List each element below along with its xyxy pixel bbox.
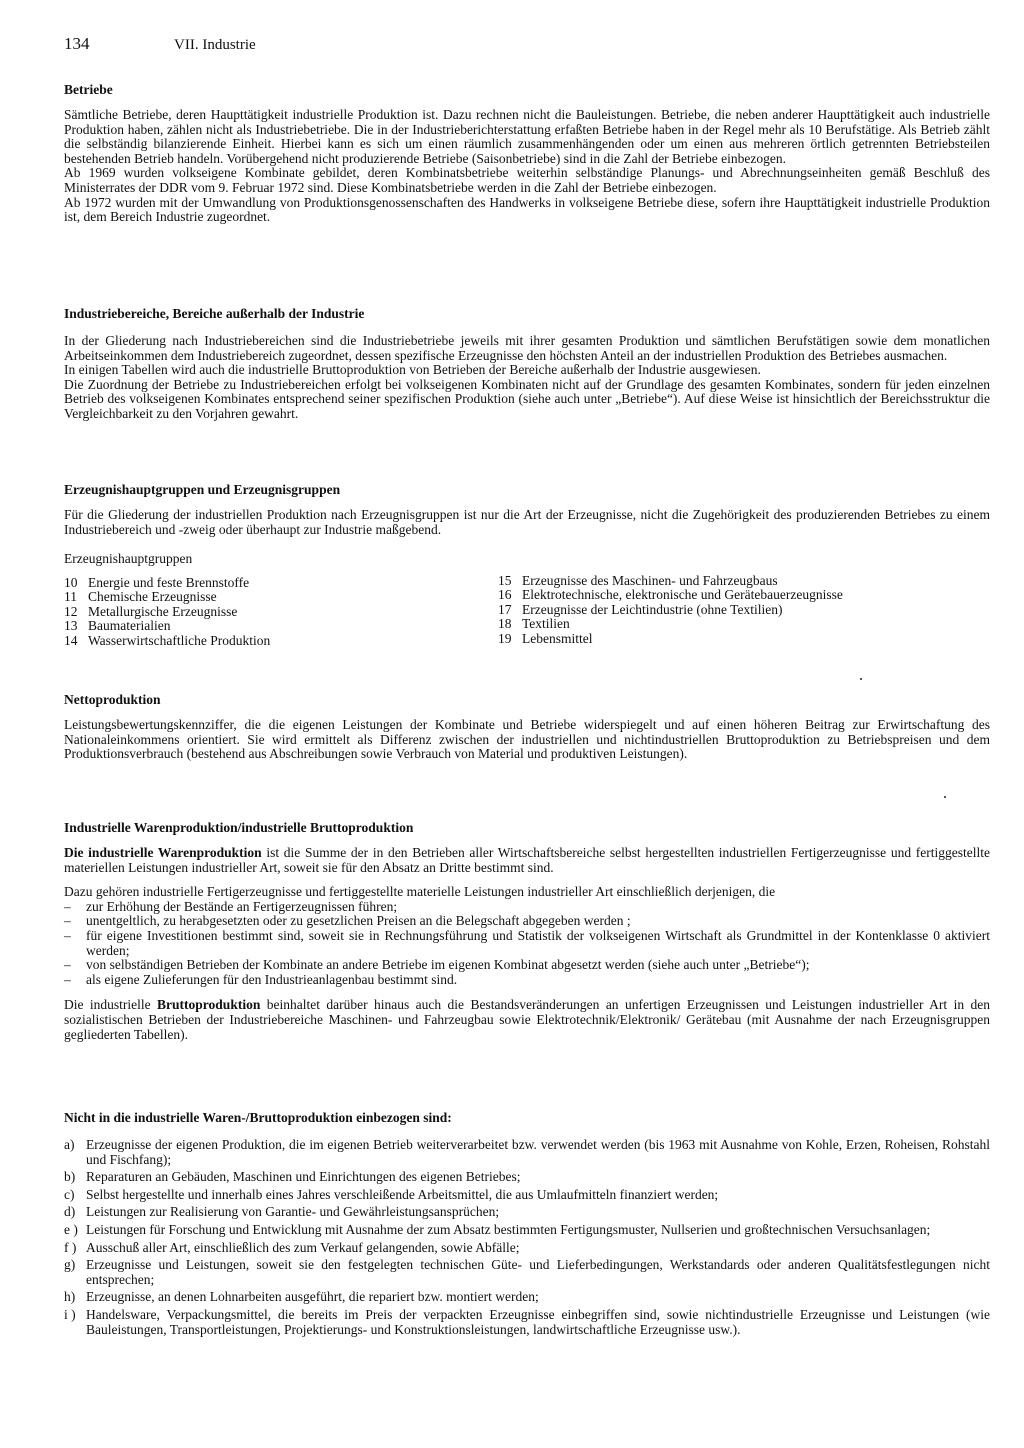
list-item: d) Leistungen zur Realisierung von Garantie- und Gewährleistungsansprüchen; [64, 1204, 500, 1220]
list-item: – als eigene Zulieferungen für den Industrieanlagenbau bestimmt sind. [64, 971, 458, 987]
paragraph: Dazu gehören industrielle Fertigerzeugnisse und fertiggestellte materielle Leistungen industrieller Art einschließlich derjenigen, die [64, 884, 776, 900]
list-item: 13 Baumaterialien [64, 618, 171, 634]
list-item: – unentgeltlich, zu herabgesetzten oder zu gesetzlichen Preisen an die Belegschaft abgegeben werden ; [64, 913, 631, 929]
list-item: 17 Erzeugnisse der Leichtindustrie (ohne Textilien) [498, 601, 783, 617]
section-erzeugnis [64, 482, 990, 537]
page-number: 134 [64, 34, 90, 53]
list-item: f ) Ausschuß aller Art, einschließlich des zum Verkauf gelangenden, sowie Abfälle; [64, 1239, 520, 1255]
paragraph: Die industrielle Bruttoproduktion beinhaltet darüber hinaus auch die Bestandsveränderungen an unfertigen Erzeugnissen und Leistungen industrieller Art in den sozialistischen Betrieben der Industriebereiche Maschinen- und Fahrzeugbau sowie Elektrotechnik/Elektronik/ Gerätebau (mit Ausnahme der nach Erzeugnisgruppen gegliederten Tabellen). [64, 997, 990, 1042]
section-heading: Nettoproduktion [64, 692, 161, 707]
section-betriebe [64, 82, 990, 225]
section-heading: Betriebe [64, 82, 113, 97]
section-netto [64, 692, 990, 762]
speck-mark [860, 678, 862, 680]
paragraph: Sämtliche Betriebe, deren Haupttätigkeit industrielle Produktion ist. Dazu rechnen nicht die Bauleistungen. Betriebe, die neben anderer Haupttätigkeit auch industrielle Produktion haben, zählen nicht als Industriebetriebe. Die in der Industrieberichterstattung erfaßten Betriebe haben in der Regel mehr als 10 Berufstätige. Als Betrieb zählt die selbständig bilanzierende Einheit. Hierbei kann es sich um einen räumlich zusammenhängenden oder um einen aus mehreren örtlich getrennten Betriebsteilen bestehenden Betrieb handeln. Vorübergehend nicht produzierende Betriebe (Saisonbetriebe) sind in die Zahl der Betriebe einbezogen. [64, 107, 990, 166]
list-item: 18 Textilien [498, 616, 570, 632]
list-item: 11 Chemische Erzeugnisse [64, 589, 217, 605]
paragraph: Ab 1969 wurden volkseigene Kombinate gebildet, deren Kombinatsbetriebe weiterhin selbständige Planungs- und Abrechnungseinheiten gemäß Beschluß des Ministerrates der DDR vom 9. Februar 1972 sind. Diese Kombinatsbetriebe werden in die Zahl der Betriebe einbezogen. [64, 165, 990, 195]
section-nicht-einbezogen [64, 1110, 990, 1340]
section-heading: Industrielle Warenproduktion/industrielle Bruttoproduktion [64, 820, 414, 835]
list-item: 16 Elektrotechnische, elektronische und Gerätebauerzeugnisse [498, 587, 843, 603]
list-item: g) Erzeugnisse und Leistungen, soweit sie den festgelegten technischen Güte- und Lieferbedingungen, Werkstandards oder anderen Qualitätsfestlegungen nicht entsprechen; [64, 1257, 990, 1287]
list-item: – von selbständigen Betrieben der Kombinate an andere Betriebe im eigenen Kombinat abgesetzt werden (siehe auch unter „Betriebe“); [64, 957, 810, 973]
list-item: h) Erzeugnisse, an denen Lohnarbeiten ausgeführt, die repariert bzw. montiert werden; [64, 1289, 539, 1305]
section-heading: Erzeugnishauptgruppen und Erzeugnisgruppen [64, 482, 341, 497]
paragraph: Für die Gliederung der industriellen Produktion nach Erzeugnisgruppen ist nur die Art der Erzeugnisse, nicht die Zugehörigkeit des produzierenden Betriebes zu einem Industriebereich und -zweig oder überhaupt zur Industrie maßgebend. [64, 507, 990, 537]
list-item: c) Selbst hergestellte und innerhalb eines Jahres verschleißende Arbeitsmittel, die aus Umlaufmitteln finanziert werden; [64, 1186, 719, 1202]
groups-right-column [498, 574, 988, 646]
subheading: Erzeugnishauptgruppen [64, 551, 193, 566]
list-item: 15 Erzeugnisse des Maschinen- und Fahrzeugbaus [498, 573, 778, 588]
list-item: 10 Energie und feste Brennstoffe [64, 575, 250, 590]
paragraph: Ab 1972 wurden mit der Umwandlung von Produktionsgenossenschaften des Handwerks in volkseigene Betriebe diese, sofern ihre Haupttätigkeit industrielle Produktion ist, dem Bereich Industrie zugeordnet. [64, 194, 990, 225]
list-item: a) Erzeugnisse der eigenen Produktion, die im eigenen Betrieb weiterverarbeitet bzw. verwendet werden (bis 1963 mit Ausnahme von Kohle, Erzen, Roheisen, Rohstahl und Fischfang); [64, 1137, 990, 1167]
paragraph: Leistungsbewertungskennziffer, die die eigenen Leistungen der Kombinate und Betriebe widerspiegelt und auf einen höheren Beitrag zur Erwirtschaftung des Nationaleinkommens orientiert. Sie wird ermittelt als Differenz zwischen der industriellen und nichtindustriellen Bruttoproduktion zu Betriebspreisen und dem Produktionsverbrauch (bestehend aus Abschreibungen sowie Verbrauch von Material und produktiven Leistungen). [64, 717, 990, 762]
speck-mark [944, 796, 946, 798]
paragraph: Die Zuordnung der Betriebe zu Industriebereichen erfolgt bei volkseigenen Kombinaten nicht auf der Grundlage des gesamten Kombinates, sondern für jeden einzelnen Betrieb des volkseigenen Kombinates entsprechend seiner spezifischen Produktion (siehe auch unter „Betriebe“). Auf diese Weise ist hinsichtlich der Bereichsstruktur die Vergleichbarkeit zu den Vorjahren gewahrt. [64, 376, 990, 421]
paragraph: Die industrielle Warenproduktion ist die Summe der in den Betrieben aller Wirtschaftsbereiche selbst hergestellten industriellen Fertigerzeugnisse und fertiggestellte materiellen Leistungen industrieller Art, soweit sie für den Absatz an Dritte bestimmt sind. [64, 845, 990, 875]
chapter-title: VII. Industrie [174, 37, 256, 53]
list-item: – für eigene Investitionen bestimmt sind, soweit sie in Rechnungsführung und Statistik der volkseigenen Wirtschaft als Grundmittel in der Kontenklasse 0 aktiviert werden; [64, 927, 990, 958]
section-bereiche [64, 306, 990, 422]
list-item: – zur Erhöhung der Bestände an Fertigerzeugnissen führen; [64, 898, 398, 914]
page-header [64, 34, 256, 54]
list-item: 14 Wasserwirtschaftliche Produktion [64, 632, 271, 648]
list-item: b) Reparaturen an Gebäuden, Maschinen und Einrichtungen des eigenen Betriebes; [64, 1169, 521, 1185]
paragraph: In der Gliederung nach Industriebereichen sind die Industriebetriebe jeweils mit ihrer gesamten Produktion und sämtlichen Berufstätigen sowie dem monatlichen Arbeitseinkommen dem Industriebereich zugeordnet, dessen spezifische Erzeugnisse den höchsten Anteil an der industriellen Produktion des Betriebes ausmachen. [64, 333, 990, 363]
section-waren [64, 820, 990, 1042]
groups-left-column [64, 576, 474, 648]
section-heading: Industriebereiche, Bereiche außerhalb der Industrie [64, 306, 365, 321]
list-item: i ) Handelsware, Verpackungsmittel, die bereits im Preis der verpackten Erzeugnisse einbegriffen sind, sowie nichtindustrielle Erzeugnisse und Leistungen (wie Bauleistungen, Transportleistungen, Projektierungs- und Konstruktionsleistungen, landwirtschaftliche Erzeugnisse usw.). [64, 1306, 990, 1337]
list-item: 12 Metallurgische Erzeugnisse [64, 603, 238, 619]
paragraph: In einigen Tabellen wird auch die industrielle Bruttoproduktion von Betrieben der Bereiche außerhalb der Industrie ausgewiesen. [64, 362, 761, 378]
section-heading: Nicht in die industrielle Waren-/Bruttoproduktion einbezogen sind: [64, 1110, 452, 1125]
list-item: 19 Lebensmittel [498, 630, 593, 646]
list-item: e ) Leistungen für Forschung und Entwicklung mit Ausnahme der zum Absatz bestimmten Fertigungsmuster, Nullserien und großtechnischen Versuchsanlagen; [64, 1221, 931, 1237]
